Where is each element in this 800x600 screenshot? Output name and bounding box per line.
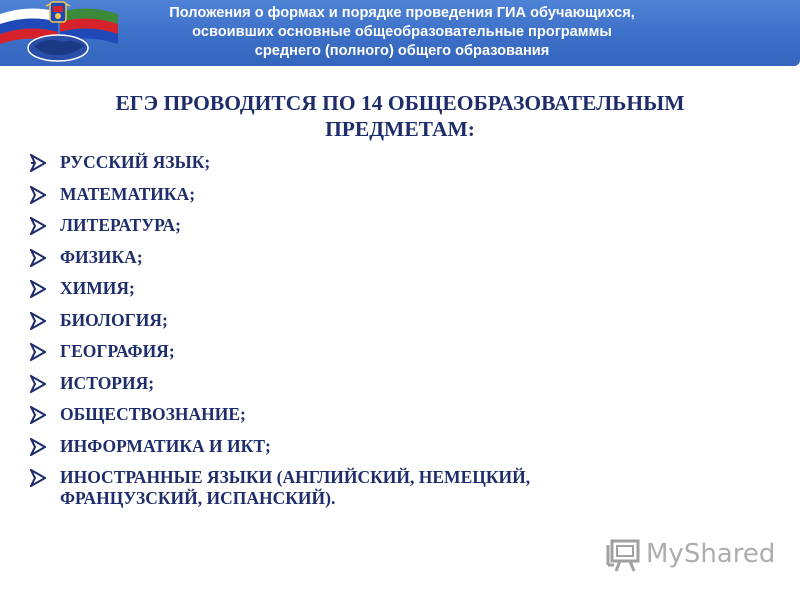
subject-label: ФИЗИКА; bbox=[60, 246, 143, 267]
arrow-bullet-icon bbox=[30, 280, 46, 298]
list-item bbox=[30, 373, 750, 405]
arrow-bullet-icon bbox=[30, 249, 46, 267]
subject-label: ОБЩЕСТВОЗНАНИЕ; bbox=[60, 404, 246, 424]
list-item bbox=[30, 278, 750, 310]
list-item bbox=[30, 467, 750, 509]
arrow-bullet-icon bbox=[30, 375, 46, 393]
list-item bbox=[30, 436, 750, 468]
subject-label: МАТЕМАТИКА; bbox=[60, 183, 196, 204]
arrow-bullet-icon bbox=[30, 154, 46, 172]
list-item bbox=[30, 215, 750, 247]
arrow-bullet-icon bbox=[30, 343, 46, 361]
header-title-line: Положения о формах и порядке проведения ГИА обучающихся, bbox=[169, 5, 635, 21]
arrow-bullet-icon bbox=[30, 217, 46, 235]
main-heading-line: ЕГЭ ПРОВОДИТСЯ ПО 14 ОБЩЕОБРАЗОВАТЕЛЬНЫМ bbox=[115, 91, 685, 115]
subject-label: РУССКИЙ ЯЗЫК; bbox=[60, 152, 211, 172]
subject-label-line: ФРАНЦУЗСКИЙ, ИСПАНСКИЙ). bbox=[60, 488, 336, 508]
arrow-bullet-icon bbox=[30, 186, 46, 204]
arrow-bullet-icon bbox=[30, 469, 46, 487]
arrow-bullet-icon bbox=[30, 312, 46, 330]
arrow-bullet-icon bbox=[30, 406, 46, 424]
presentation-board-icon bbox=[606, 537, 642, 573]
list-item bbox=[30, 310, 750, 342]
subject-label: БИОЛОГИЯ; bbox=[60, 309, 168, 330]
main-heading bbox=[0, 90, 800, 142]
subject-list bbox=[30, 152, 750, 509]
subject-label: ИНФОРМАТИКА И ИКТ; bbox=[60, 435, 271, 456]
subject-label bbox=[60, 467, 750, 509]
list-item bbox=[30, 184, 750, 216]
subject-label-line: ИНОСТРАННЫЕ ЯЗЫКИ (АНГЛИЙСКИЙ, НЕМЕЦКИЙ, bbox=[60, 467, 531, 487]
header-title bbox=[112, 4, 692, 61]
krasnodar-region-emblem-icon bbox=[0, 0, 118, 66]
list-item bbox=[30, 247, 750, 279]
header-title-line: освоивших основные общеобразовательные программы bbox=[192, 24, 612, 40]
subject-label: ИСТОРИЯ; bbox=[60, 372, 155, 393]
header-band bbox=[0, 0, 800, 66]
subject-label: ХИМИЯ; bbox=[60, 278, 135, 298]
watermark-text: MyShared bbox=[646, 539, 776, 569]
list-item bbox=[30, 341, 750, 373]
main-heading-line: ПРЕДМЕТАМ: bbox=[325, 117, 475, 141]
watermark bbox=[606, 537, 776, 573]
list-item bbox=[30, 152, 750, 184]
header-title-line: среднего (полного) общего образования bbox=[254, 43, 550, 59]
subject-label: ГЕОГРАФИЯ; bbox=[60, 341, 175, 361]
subject-label: ЛИТЕРАТУРА; bbox=[60, 215, 181, 235]
list-item bbox=[30, 404, 750, 436]
arrow-bullet-icon bbox=[30, 438, 46, 456]
